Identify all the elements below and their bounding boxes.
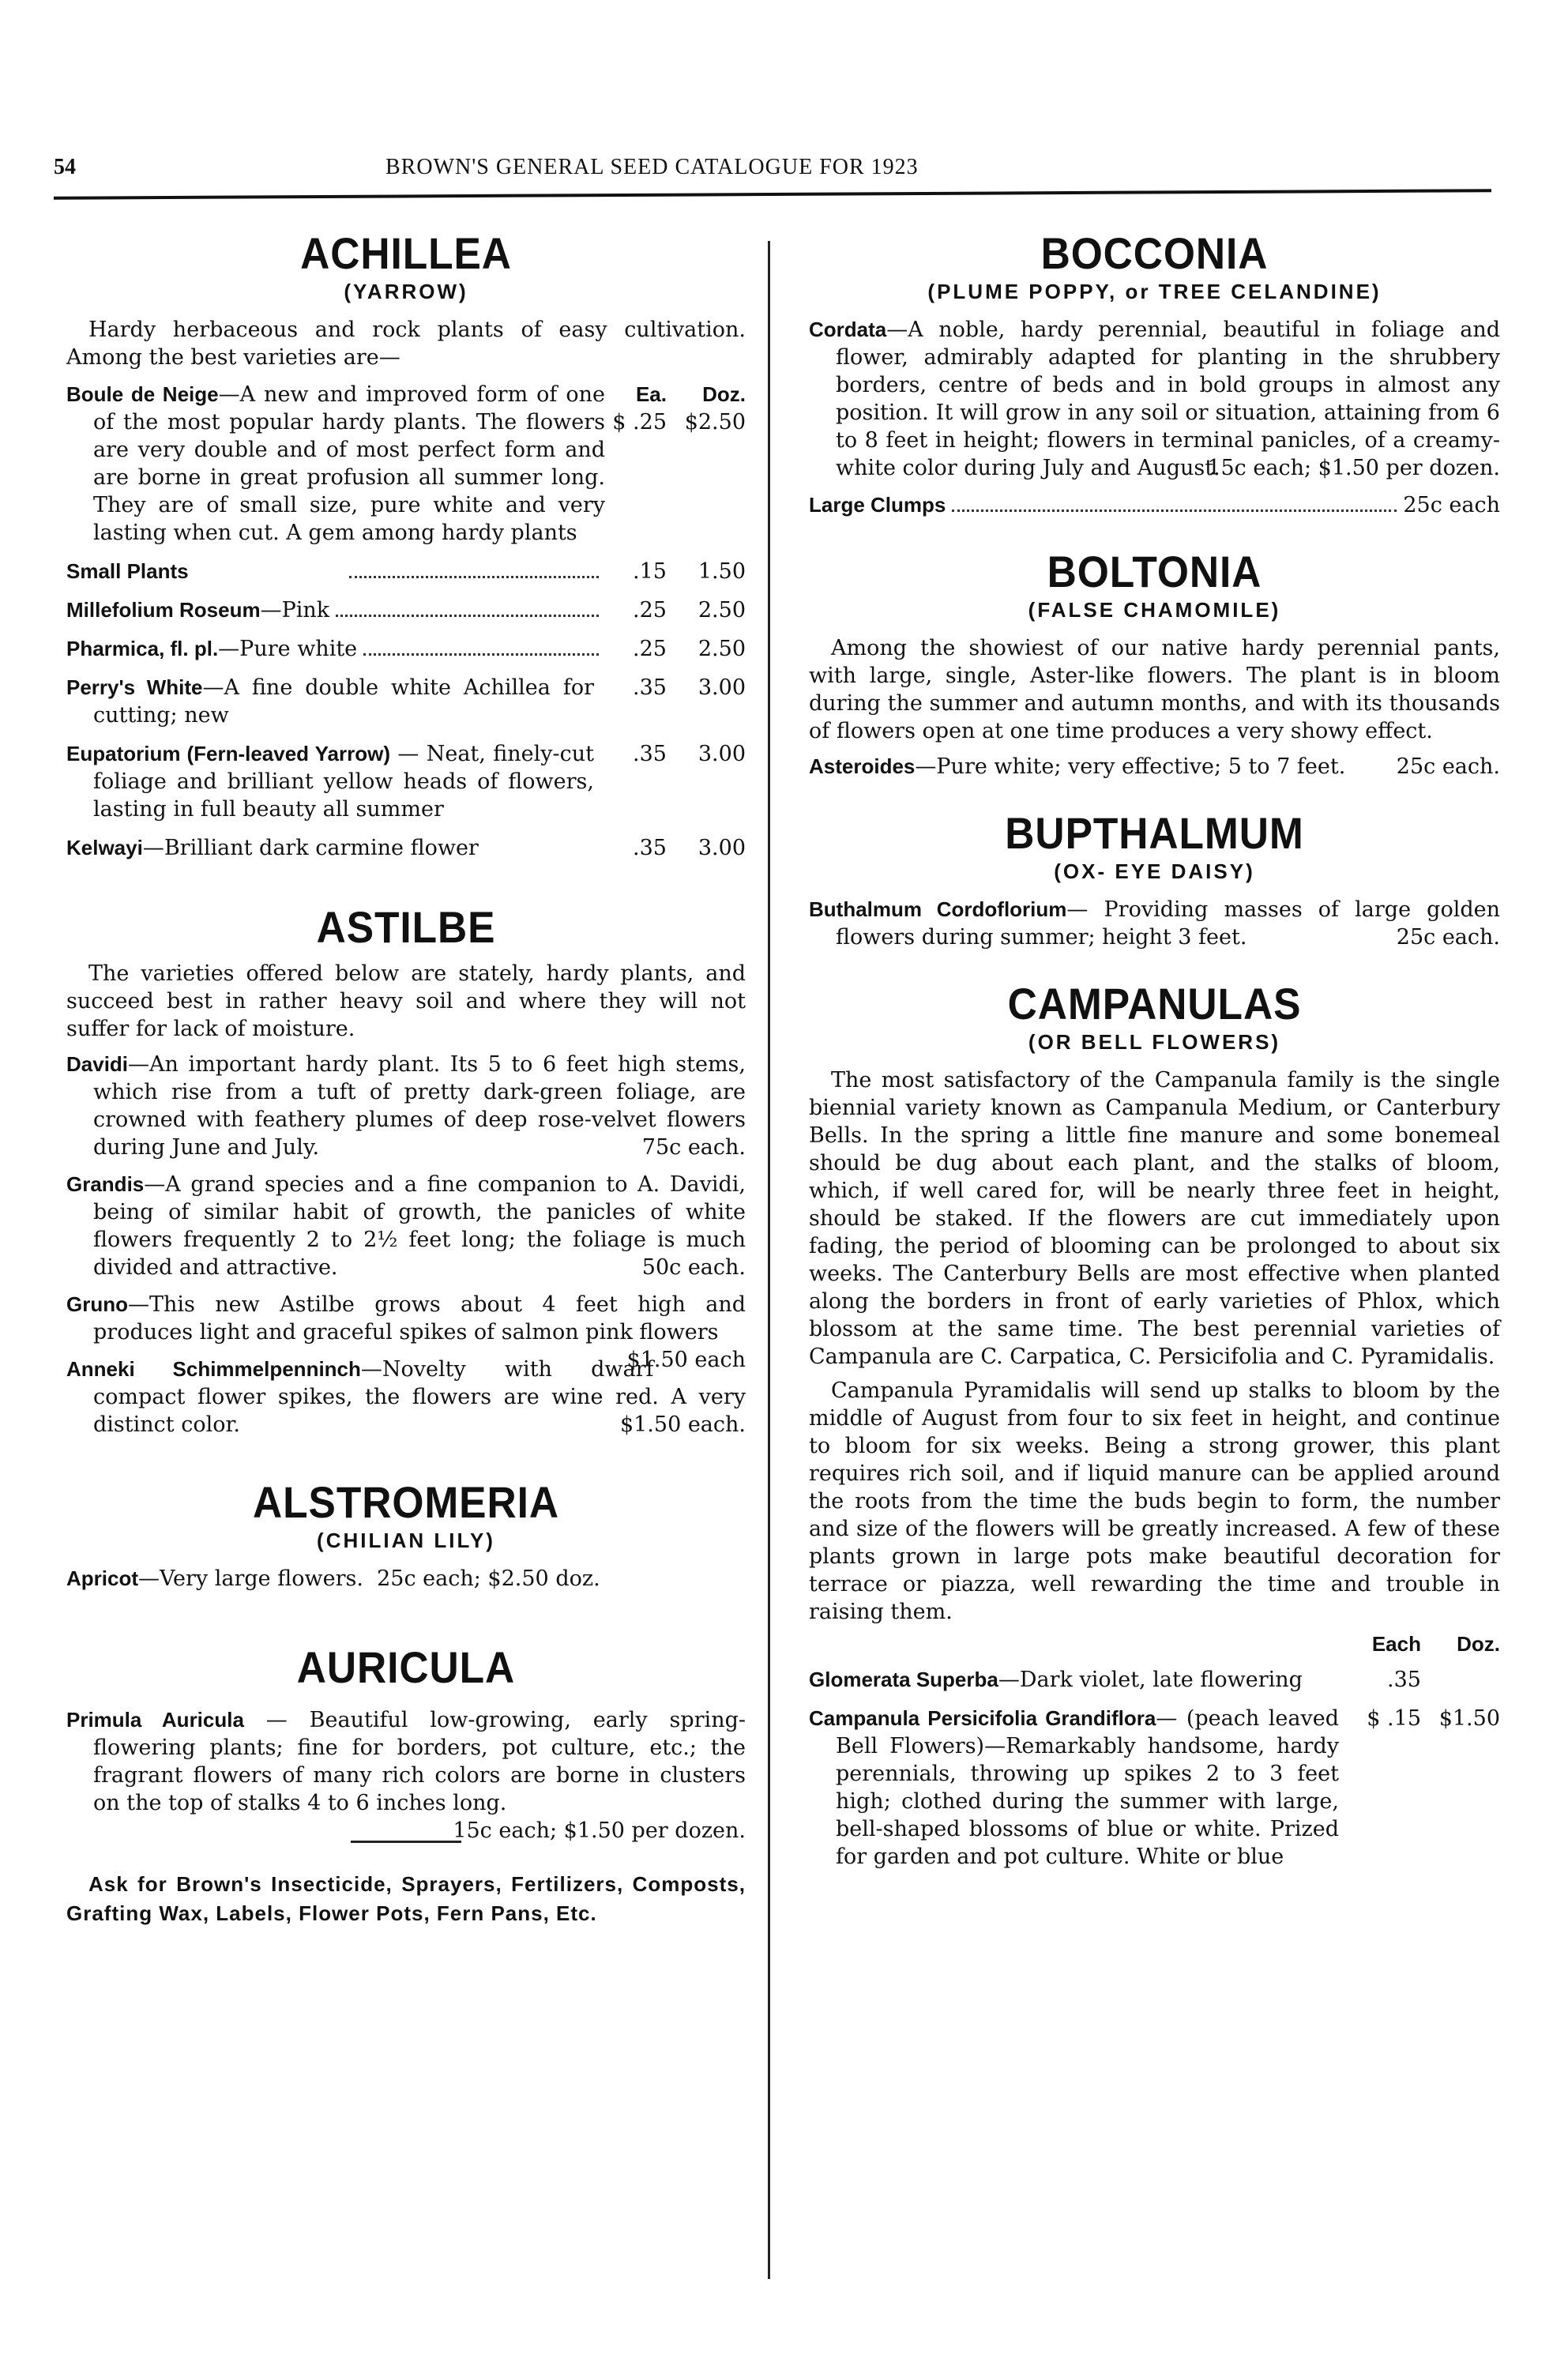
item-name: Davidi [66,1052,129,1076]
item-name: Buthalmum Cordoflorium [809,897,1067,921]
column-divider [768,241,770,2279]
section-auricula [66,1642,746,1843]
catalog-item [809,753,1500,780]
header-rule [54,189,1491,200]
item-name: Campanula Persicifolia Grandiflora [809,1706,1156,1730]
dot-leader [349,576,599,578]
page-number: 54 [54,155,76,179]
short-rule [351,1841,461,1843]
price-each: .35 [633,742,667,766]
item-desc: — Neat, finely-cut foliage and brilliant yellow heads of flowers, lasting in full beauty all summer [93,742,594,822]
price-each: .35 [1387,1668,1421,1692]
item-price: 75c each. [641,1135,746,1160]
item-name: Large Clumps [809,493,946,517]
section-title: ACHILLEA [300,228,512,278]
section-intro-2: Campanula Pyramidalis will send up stalks to bloom by the middle of August from four to six feet in height, and continue to bloom for six weeks. Being a strong grower, this plant requires rich soil, and if liquid manure can be applied around the roots from the time the buds begin to form, the number and size of the flowers will be greatly increased. A few of these plants grown in large pots make beautiful decoration for terrace or piazza, well rewarding the time and trouble in raising them. [809,1378,1500,1624]
item-name: Apricot [66,1566,138,1590]
item-name: Eupatorium (Fern-leaved Yarrow) [66,742,390,765]
section-subtitle: (OX- EYE DAISY) [1054,859,1255,883]
catalog-item [66,1706,746,1843]
item-price: 25c each. [1396,925,1500,950]
item-desc: —A noble, hardy perennial, beautiful in foliage and flower, admirably adapted for planting in the shrubbery borders, centre of beds and in bold groups in almost any position. It will grow in any soil or situation, attaining from 6 to 8 feet in height; flowers in terminal panicles, of a creamy-white color during July and August. [836,318,1500,480]
catalog-item [809,896,1500,951]
catalog-item [66,740,746,823]
item-price: 25c each. [1396,754,1500,779]
item-desc: —Pure white; very effective; 5 to 7 feet. [915,754,1346,779]
catalog-item [66,558,746,585]
price-header-each: Each [1371,1632,1421,1656]
dot-leader [363,653,599,656]
section-achillea [66,229,746,862]
price-each: .35 [633,836,667,860]
price-dozen: 2.50 [698,637,746,661]
section-title: BOLTONIA [1047,547,1262,596]
section-intro: Hardy herbaceous and rock plants of easy cultivation. Among the best varieties are— [66,318,746,370]
section-title: BOCCONIA [1040,228,1269,278]
catalog-item [66,834,746,862]
section-intro: The varieties offered below are stately, hardy plants, and succeed best in rather heavy soil and where they will not suffer for lack of moisture. [66,961,746,1041]
item-desc: —An important hardy plant. Its 5 to 6 feet high stems, which rise from a tuft of pretty dark-green foliage, are crowned with feathery plumes of deep rose-velvet flowers during June and July. [93,1052,746,1160]
item-name: Kelwayi [66,836,143,859]
price-each: .15 [633,559,667,584]
section-subtitle: (OR BELL FLOWERS) [1028,1030,1281,1054]
dot-leader [336,615,599,617]
catalog-item [66,596,746,624]
price-header-dozen: Doz. [702,382,746,406]
item-desc: —Dark violet, late flowering [998,1668,1303,1692]
item-desc: —Pure white [218,637,358,661]
section-astilbe [66,903,746,1438]
item-name: Anneki Schimmelpenninch [66,1357,361,1381]
price-each: .25 [633,598,667,622]
catalog-item [66,1171,746,1281]
catalog-item [809,316,1500,482]
catalog-item [66,635,746,663]
item-desc: —This new Astilbe grows about 4 feet high and produces light and graceful spikes of salmon pink flowers [93,1292,746,1344]
price-dozen: 3.00 [698,836,746,860]
page-header [54,155,1491,202]
item-desc: —A grand species and a fine companion to A. Davidi, being of similar habit of growth, the panicles of white flowers frequently 2 to 2½ feet long; the foliage is much divided and attractive. [93,1172,746,1280]
catalog-item [66,1565,746,1593]
item-desc: —Novelty with dwarf compact flower spikes, the flowers are wine red. A very distinct color. [93,1357,746,1437]
price-header-each: Ea. [635,382,667,406]
item-desc: —Brilliant dark carmine flower [142,836,479,860]
price-dozen: 2.50 [698,598,746,622]
price-headers [809,1632,1500,1657]
section-subtitle: (PLUME POPPY, or TREE CELANDINE) [927,280,1382,303]
item-price: 15c each; $1.50 per dozen. [1207,456,1500,480]
item-desc: —A fine double white Achillea for cutting; new [93,675,594,728]
item-name: Grandis [66,1172,145,1196]
dot-leader [952,510,1397,512]
item-price: 25c each; $2.50 doz. [377,1566,600,1591]
item-name: Cordata [809,318,887,341]
item-name: Millefolium Roseum [66,598,261,622]
section-intro: Among the showiest of our native hardy perennial pants, with large, single, Aster-like flowers. The plant is in bloom during the summer and autumn months, and with its thousands of flowers open at one time produces a very showy effect. [809,636,1500,743]
item-desc: —Very large flowers. [138,1566,363,1591]
item-desc: — Providing masses of large golden flowers during summer; height 3 feet. [836,897,1500,950]
left-column [66,229,746,1949]
item-name: Asteroides [809,754,916,778]
catalog-item [66,1356,746,1438]
item-name: Small Plants [66,559,189,583]
section-title: ASTILBE [316,902,496,952]
price-each: $ .15 [1367,1706,1421,1731]
item-price: 50c each. [641,1255,746,1280]
item-price: 15c each; $1.50 per dozen. [453,1818,746,1843]
section-title: AURICULA [296,1642,516,1692]
item-name: Perry's White [66,675,203,699]
supplies-notice: Ask for Brown's Insecticide, Sprayers, Fertilizers, Composts, Grafting Wax, Labels, Flower Pots, Fern Pans, Etc. [66,1872,746,1925]
price-dozen: 3.00 [698,742,746,766]
item-name: Gruno [66,1292,128,1316]
item-price: $1.50 each. [619,1412,746,1437]
item-desc: —A new and improved form of one of the most popular hardy plants. The flowers are very double and of most perfect form and are borne in great profusion all summer long. They are of small size, pure white and very lasting when cut. A gem among hardy plants [93,382,605,545]
catalog-item [809,1705,1500,1871]
price-dozen: 3.00 [698,675,746,700]
item-desc: — Beautiful low-growing, early spring-flowering plants; fine for borders, pot culture, etc.; the fragrant flowers of many rich colors are borne in clusters on the top of stalks 4 to 6 inches long. [93,1708,746,1815]
section-title: CAMPANULAS [1007,979,1302,1029]
right-column [809,229,1500,1882]
item-name: Primula Auricula [66,1708,244,1732]
catalog-item [66,381,746,547]
section-subtitle: (YARROW) [344,280,468,303]
section-title: BUPTHALMUM [1005,808,1304,858]
price-dozen: $1.50 [1438,1706,1500,1731]
section-campanulas [809,980,1500,1871]
catalog-item [809,491,1500,519]
price-each: .25 [633,637,667,661]
item-name: Boule de Neige [66,382,219,406]
section-boltonia [809,547,1500,780]
price-dozen: 1.50 [698,559,746,584]
price-each: $ .25 [612,410,667,434]
catalog-item [809,1666,1500,1694]
item-price: $1.50 each [626,1348,746,1372]
price-each: .35 [633,675,667,700]
section-subtitle: (FALSE CHAMOMILE) [1028,598,1281,622]
running-title: BROWN'S GENERAL SEED CATALOGUE FOR 1923 [385,155,919,179]
price-header-dozen: Doz. [1457,1632,1500,1656]
catalog-item [66,674,746,729]
section-alstromeria [66,1478,746,1593]
item-name: Glomerata Superba [809,1668,998,1691]
item-desc: — (peach leaved Bell Flowers)—Remarkably handsome, hardy perennials, throwing up spikes 2 to 3 feet high; clothed during the summer with large, bell-shaped blossoms of blue or white. Prized for garden and pot culture. White or blue [836,1706,1339,1869]
catalog-item [66,1051,746,1161]
item-desc: —Pink [260,598,330,622]
section-subtitle: (CHILIAN LILY) [317,1529,495,1552]
price-dozen: $2.50 [684,410,746,434]
section-bocconia [809,229,1500,519]
item-name: Pharmica, fl. pl. [66,637,219,660]
section-bupthalmum [809,809,1500,951]
section-intro: The most satisfactory of the Campanula family is the single biennial variety known as Campanula Medium, or Canterbury Bells. In the spring a little fine manure and some bonemeal should be dug about each plant, and the stalks of bloom, which, if well cared for, will be nearly three feet in height, should be staked. If the flowers are cut immediately upon fading, the period of blooming can be prolonged to about six weeks. The Canterbury Bells are most effective when planted along the borders in front of early varieties of Phlox, which blossom at the same time. The best perennial varieties of Campanula are C. Carpatica, C. Persicifolia and C. Pyramidalis. [809,1068,1500,1369]
section-title: ALSTROMERIA [253,1477,559,1527]
item-price: 25c each [1403,493,1500,517]
